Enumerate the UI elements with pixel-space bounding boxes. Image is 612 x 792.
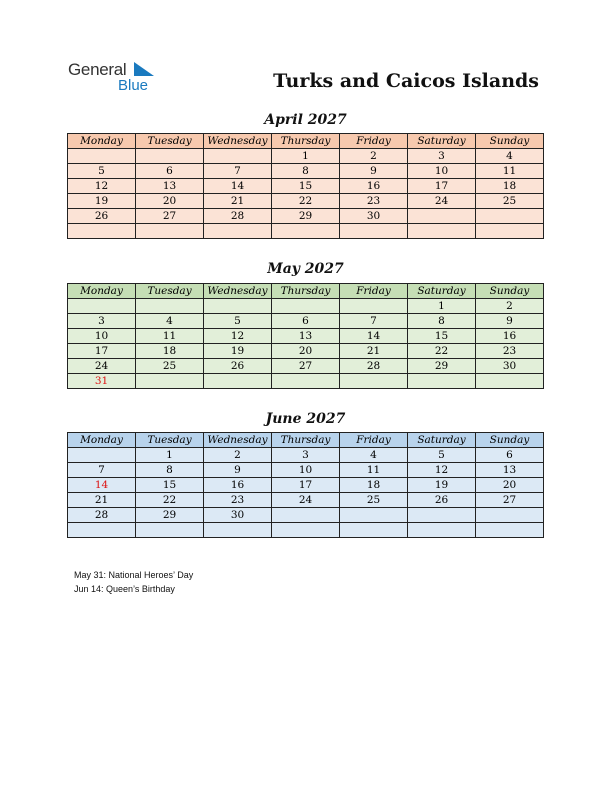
- day-cell: [204, 374, 272, 389]
- day-cell: 21: [204, 194, 272, 209]
- day-cell: 29: [272, 209, 340, 224]
- day-cell: 16: [340, 179, 408, 194]
- day-cell: [204, 149, 272, 164]
- day-cell: 6: [476, 448, 544, 463]
- logo-flag-icon: [134, 62, 154, 76]
- weekday-header: Thursday: [272, 134, 340, 149]
- day-cell: [340, 224, 408, 239]
- day-cell: 15: [136, 478, 204, 493]
- day-cell: 1: [272, 149, 340, 164]
- weekday-header: Friday: [340, 134, 408, 149]
- day-cell: 9: [204, 463, 272, 478]
- day-cell: 14: [340, 329, 408, 344]
- day-cell: 22: [272, 194, 340, 209]
- day-cell: 9: [340, 164, 408, 179]
- day-cell: [340, 374, 408, 389]
- day-cell: 5: [204, 314, 272, 329]
- logo-text-general: General: [68, 60, 127, 79]
- day-cell: 10: [272, 463, 340, 478]
- day-cell: [408, 508, 476, 523]
- day-cell: 14: [68, 478, 136, 493]
- day-cell: [272, 374, 340, 389]
- day-cell: [476, 209, 544, 224]
- weekday-header-row: [68, 433, 544, 448]
- day-cell: 13: [272, 329, 340, 344]
- day-cell: [408, 224, 476, 239]
- day-cell: [136, 224, 204, 239]
- day-cell: [272, 508, 340, 523]
- day-cell: 11: [340, 463, 408, 478]
- day-cell: 16: [204, 478, 272, 493]
- day-cell: [476, 224, 544, 239]
- logo: [68, 60, 168, 96]
- day-cell: 13: [476, 463, 544, 478]
- day-cell: 23: [204, 493, 272, 508]
- day-cell: 11: [136, 329, 204, 344]
- day-cell: 3: [408, 149, 476, 164]
- day-cell: 27: [476, 493, 544, 508]
- calendar-june: [67, 432, 544, 538]
- weekday-header: Saturday: [408, 284, 476, 299]
- day-cell: [272, 523, 340, 538]
- day-cell: [136, 149, 204, 164]
- day-cell: 3: [272, 448, 340, 463]
- week-row: [68, 149, 544, 164]
- day-cell: 25: [340, 493, 408, 508]
- week-row: [68, 194, 544, 209]
- day-cell: [272, 299, 340, 314]
- day-cell: 2: [340, 149, 408, 164]
- holiday-notes: [74, 568, 193, 596]
- holiday-note: Jun 14: Queen’s Birthday: [74, 584, 175, 594]
- weekday-header: Wednesday: [204, 433, 272, 448]
- week-row: [68, 463, 544, 478]
- day-cell: 28: [340, 359, 408, 374]
- day-cell: 26: [68, 209, 136, 224]
- logo-text-blue: Blue: [118, 77, 149, 94]
- weekday-header: Saturday: [408, 134, 476, 149]
- day-cell: [68, 299, 136, 314]
- weekday-header: Thursday: [272, 284, 340, 299]
- weekday-header-row: [68, 284, 544, 299]
- day-cell: 30: [476, 359, 544, 374]
- day-cell: [204, 299, 272, 314]
- day-cell: [136, 374, 204, 389]
- week-row: [68, 314, 544, 329]
- weekday-header: Tuesday: [136, 134, 204, 149]
- day-cell: 13: [136, 179, 204, 194]
- day-cell: 21: [340, 344, 408, 359]
- day-cell: [476, 523, 544, 538]
- day-cell: 12: [204, 329, 272, 344]
- day-cell: [204, 224, 272, 239]
- day-cell: [408, 209, 476, 224]
- day-cell: 1: [408, 299, 476, 314]
- day-cell: 9: [476, 314, 544, 329]
- day-cell: 2: [204, 448, 272, 463]
- weekday-header: Wednesday: [204, 284, 272, 299]
- day-cell: [340, 299, 408, 314]
- day-cell: 21: [68, 493, 136, 508]
- day-cell: [68, 523, 136, 538]
- weekday-header: Sunday: [476, 284, 544, 299]
- day-cell: 25: [476, 194, 544, 209]
- day-cell: [272, 224, 340, 239]
- day-cell: 7: [68, 463, 136, 478]
- day-cell: 17: [408, 179, 476, 194]
- weekday-header: Tuesday: [136, 284, 204, 299]
- day-cell: 4: [136, 314, 204, 329]
- week-row: [68, 299, 544, 314]
- day-cell: [340, 508, 408, 523]
- week-row: [68, 478, 544, 493]
- day-cell: 27: [272, 359, 340, 374]
- day-cell: 7: [204, 164, 272, 179]
- day-cell: 8: [136, 463, 204, 478]
- day-cell: 10: [408, 164, 476, 179]
- day-cell: 18: [136, 344, 204, 359]
- day-cell: 20: [272, 344, 340, 359]
- week-row: [68, 359, 544, 374]
- day-cell: [68, 224, 136, 239]
- day-cell: [476, 374, 544, 389]
- day-cell: [68, 149, 136, 164]
- day-cell: 22: [136, 493, 204, 508]
- weekday-header: Friday: [340, 284, 408, 299]
- week-row: [68, 224, 544, 239]
- day-cell: 4: [340, 448, 408, 463]
- week-row: [68, 374, 544, 389]
- day-cell: 19: [68, 194, 136, 209]
- week-row: [68, 523, 544, 538]
- day-cell: 24: [408, 194, 476, 209]
- weekday-header: Monday: [68, 284, 136, 299]
- month-title: June 2027: [265, 411, 346, 427]
- day-cell: 24: [68, 359, 136, 374]
- day-cell: 25: [136, 359, 204, 374]
- day-cell: 2: [476, 299, 544, 314]
- day-cell: [204, 523, 272, 538]
- day-cell: [408, 523, 476, 538]
- day-cell: 8: [408, 314, 476, 329]
- day-cell: 18: [340, 478, 408, 493]
- day-cell: 27: [136, 209, 204, 224]
- day-cell: 29: [136, 508, 204, 523]
- week-row: [68, 493, 544, 508]
- day-cell: 26: [204, 359, 272, 374]
- week-row: [68, 164, 544, 179]
- day-cell: 30: [340, 209, 408, 224]
- day-cell: [136, 523, 204, 538]
- day-cell: [68, 448, 136, 463]
- day-cell: 16: [476, 329, 544, 344]
- day-cell: 6: [136, 164, 204, 179]
- weekday-header-row: [68, 134, 544, 149]
- day-cell: [340, 523, 408, 538]
- day-cell: 11: [476, 164, 544, 179]
- day-cell: 17: [272, 478, 340, 493]
- day-cell: 19: [408, 478, 476, 493]
- day-cell: 4: [476, 149, 544, 164]
- day-cell: 23: [340, 194, 408, 209]
- weekday-header: Thursday: [272, 433, 340, 448]
- week-row: [68, 508, 544, 523]
- week-row: [68, 329, 544, 344]
- day-cell: 7: [340, 314, 408, 329]
- weekday-header: Saturday: [408, 433, 476, 448]
- day-cell: 5: [408, 448, 476, 463]
- weekday-header: Monday: [68, 134, 136, 149]
- day-cell: 15: [408, 329, 476, 344]
- weekday-header: Sunday: [476, 433, 544, 448]
- day-cell: 24: [272, 493, 340, 508]
- day-cell: 28: [204, 209, 272, 224]
- day-cell: [476, 508, 544, 523]
- day-cell: 8: [272, 164, 340, 179]
- day-cell: 5: [68, 164, 136, 179]
- week-row: [68, 179, 544, 194]
- day-cell: 19: [204, 344, 272, 359]
- day-cell: 18: [476, 179, 544, 194]
- day-cell: 1: [136, 448, 204, 463]
- day-cell: 23: [476, 344, 544, 359]
- day-cell: 15: [272, 179, 340, 194]
- calendar-april: [67, 133, 544, 239]
- month-title: April 2027: [264, 112, 347, 128]
- weekday-header: Monday: [68, 433, 136, 448]
- day-cell: 17: [68, 344, 136, 359]
- calendar-may: [67, 283, 544, 389]
- week-row: [68, 448, 544, 463]
- week-row: [68, 209, 544, 224]
- holiday-note: May 31: National Heroes’ Day: [74, 570, 194, 580]
- weekday-header: Tuesday: [136, 433, 204, 448]
- day-cell: [408, 374, 476, 389]
- day-cell: 31: [68, 374, 136, 389]
- weekday-header: Sunday: [476, 134, 544, 149]
- day-cell: 20: [136, 194, 204, 209]
- day-cell: 29: [408, 359, 476, 374]
- day-cell: 3: [68, 314, 136, 329]
- day-cell: 10: [68, 329, 136, 344]
- day-cell: 6: [272, 314, 340, 329]
- day-cell: 20: [476, 478, 544, 493]
- day-cell: 30: [204, 508, 272, 523]
- day-cell: 26: [408, 493, 476, 508]
- day-cell: 12: [408, 463, 476, 478]
- weekday-header: Friday: [340, 433, 408, 448]
- day-cell: 28: [68, 508, 136, 523]
- weekday-header: Wednesday: [204, 134, 272, 149]
- day-cell: [136, 299, 204, 314]
- country-title: Turks and Caicos Islands: [273, 70, 539, 92]
- day-cell: 22: [408, 344, 476, 359]
- week-row: [68, 344, 544, 359]
- day-cell: 12: [68, 179, 136, 194]
- day-cell: 14: [204, 179, 272, 194]
- month-title: May 2027: [267, 261, 344, 277]
